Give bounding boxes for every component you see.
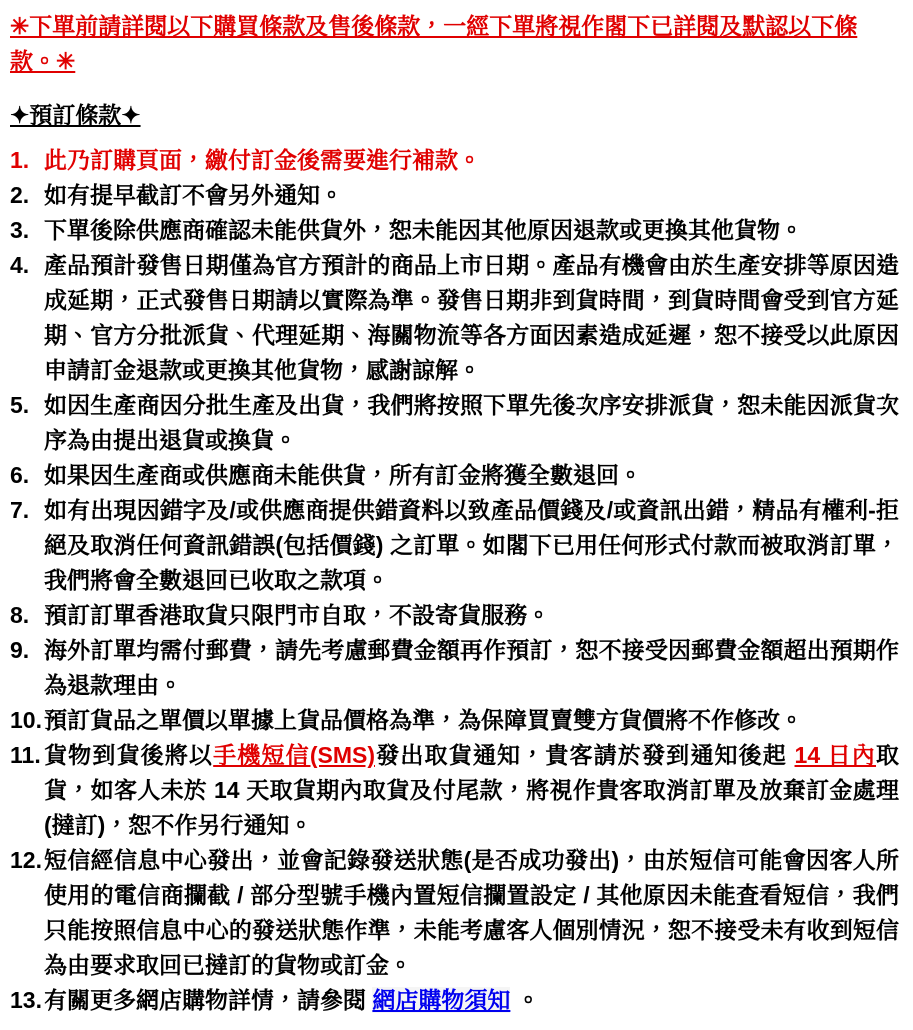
term-item-6	[8, 458, 899, 493]
term-text-segment: 發出取貨通知，貴客請於發到通知後起	[375, 742, 795, 768]
purchase-terms-warning-banner: ✳下單前請詳閱以下購買條款及售後條款，一經下單將視作閣下已詳閱及默認以下條款。✳	[10, 13, 858, 74]
term-item-2	[8, 178, 899, 213]
highlighted-term-text: 14 日內	[794, 742, 877, 768]
term-item-3	[8, 213, 899, 248]
term-number: 2.	[10, 182, 30, 208]
section-title-preorder-terms	[10, 98, 899, 133]
term-text	[44, 458, 899, 493]
section-title-text: ✦預訂條款✦	[10, 102, 141, 128]
terms-list	[8, 143, 899, 1018]
term-text-segment: 如有提早截訂不會另外通知。	[44, 182, 343, 208]
term-text-segment: 取貨，如客人未於 14 天取貨期內取貨及付尾款，將視作貴客取消訂單及放棄訂金處理(撻訂)，恕不作另行通知。	[44, 742, 900, 838]
term-text	[44, 493, 899, 598]
term-text	[44, 213, 899, 248]
term-item-4	[8, 248, 899, 388]
term-text	[44, 843, 899, 983]
term-text	[44, 248, 899, 388]
term-text-segment: 預訂訂單香港取貨只限門市自取，不設寄貨服務。	[44, 602, 550, 628]
term-text-segment: 如因生產商因分批生產及出貨，我們將按照下單先後次序安排派貨，恕未能因派貨次序為由提出退貨或換貨。	[44, 392, 899, 453]
term-text-segment: 下單後除供應商確認未能供貨外，恕未能因其他原因退款或更換其他貨物。	[44, 217, 803, 243]
term-item-7	[8, 493, 899, 598]
term-item-1	[8, 143, 899, 178]
highlighted-term-text: 手機短信(SMS)	[213, 742, 375, 768]
term-text	[44, 388, 899, 458]
term-item-9	[8, 633, 899, 703]
shop-notice-link[interactable]: 網店購物須知	[372, 987, 511, 1013]
term-item-5	[8, 388, 899, 458]
term-text-segment: 有關更多網店購物詳情，請參閱	[44, 987, 373, 1013]
term-number: 3.	[10, 217, 30, 243]
term-text-segment: 短信經信息中心發出，並會記錄發送狀態(是否成功發出)，由於短信可能會因客人所使用的電信商攔截 / 部分型號手機內置短信攔置設定 / 其他原因未能査看短信，我們只能按照信息中心的發送狀態作準，未能考慮客人個別情況，恕不接受未有收到短信為由要求取回已撻訂的貨物或訂金。	[44, 847, 899, 978]
term-text	[44, 738, 899, 843]
term-item-11	[8, 738, 899, 843]
term-number: 9.	[10, 637, 30, 663]
term-text-segment: 預訂貨品之單價以單據上貨品價格為準，為保障買賣雙方貨價將不作修改。	[44, 707, 803, 733]
term-text	[44, 703, 899, 738]
term-number: 6.	[10, 462, 30, 488]
term-text-segment: 海外訂單均需付郵費，請先考慮郵費金額再作預訂，恕不接受因郵費金額超出預期作為退款理由。	[44, 637, 899, 698]
term-number: 7.	[10, 497, 30, 523]
term-item-8	[8, 598, 899, 633]
term-text-segment: 此乃訂購頁面，繳付訂金後需要進行補款。	[44, 147, 481, 173]
term-text	[44, 633, 899, 703]
term-number: 13.	[10, 987, 42, 1013]
term-number: 12.	[10, 847, 42, 873]
term-text	[44, 983, 899, 1018]
term-text	[44, 598, 899, 633]
term-number: 8.	[10, 602, 30, 628]
term-item-13	[8, 983, 899, 1018]
term-number: 5.	[10, 392, 30, 418]
term-number: 4.	[10, 252, 30, 278]
term-item-10	[8, 703, 899, 738]
term-number: 11.	[10, 742, 41, 768]
term-text-segment: 如果因生產商或供應商未能供貨，所有訂金將獲全數退回。	[44, 462, 642, 488]
term-text-segment: 產品預計發售日期僅為官方預計的商品上市日期。產品有機會由於生產安排等原因造成延期，正式發售日期請以實際為準。發售日期非到貨時間，到貨時間會受到官方延期、官方分批派貨、代理延期、海關物流等各方面因素造成延遲，恕不接受以此原因申請訂金退款或更換其他貨物，感謝諒解。	[44, 252, 899, 383]
term-text-segment: 。	[510, 987, 540, 1013]
term-number: 10.	[10, 707, 42, 733]
term-text	[44, 143, 899, 178]
term-item-12	[8, 843, 899, 983]
term-text-segment: 如有出現因錯字及/或供應商提供錯資料以致產品價錢及/或資訊出錯，精品有權利-拒絕及取消任何資訊錯誤(包括價錢) 之訂單。如閣下已用任何形式付款而被取消訂單，我們將會全數退回已收取之款項。	[44, 497, 899, 593]
term-number: 1.	[10, 147, 30, 173]
term-text	[44, 178, 899, 213]
term-text-segment: 貨物到貨後將以	[44, 742, 214, 768]
